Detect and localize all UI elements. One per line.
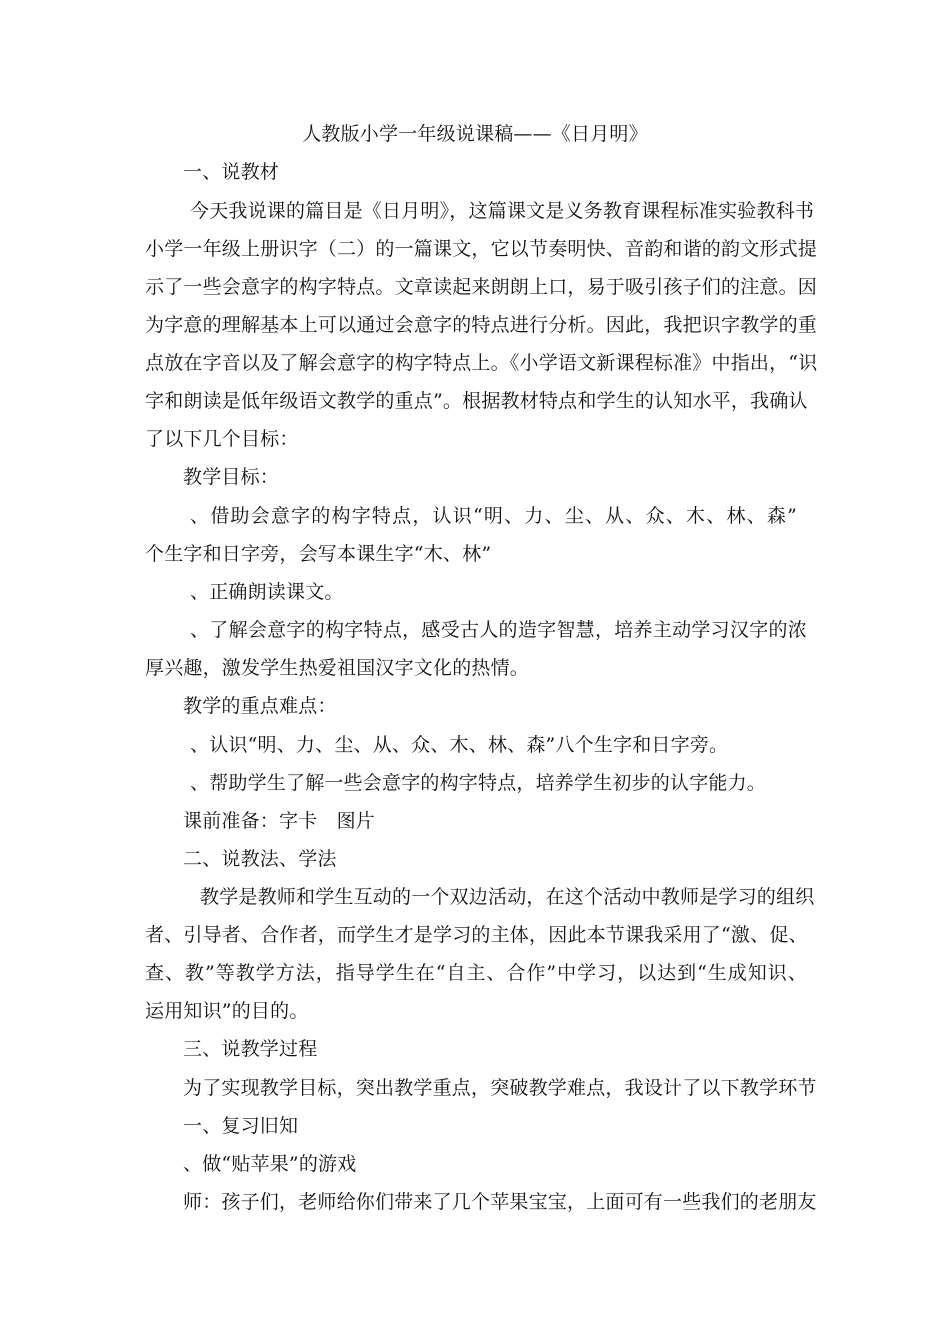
paragraph-line: 了以下几个目标：	[145, 428, 299, 450]
paragraph-line: 查、教”等教学方法，指导学生在“自主、合作”中学习，以达到“生成知识、	[145, 962, 807, 984]
list-item: 、借助会意字的构字特点，认识“明、力、尘、从、众、木、林、森”	[190, 505, 797, 527]
section-heading: 三、说教学过程	[183, 1038, 318, 1060]
paragraph-line: 小学一年级上册识字（二）的一篇课文，它以节奏明快、音韵和谐的韵文形式提	[145, 238, 818, 260]
list-item: 、帮助学生了解一些会意字的构字特点，培养学生初步的认字能力。	[190, 772, 767, 794]
list-item: 、做“贴苹果”的游戏	[183, 1153, 357, 1175]
paragraph-line: 示了一些会意字的构字特点。文章读起来朗朗上口，易于吸引孩子们的注意。因	[145, 276, 818, 298]
paragraph-line: 为了实现教学目标，突出教学重点，突破教学难点，我设计了以下教学环节	[183, 1077, 817, 1099]
paragraph-line: 为字意的理解基本上可以通过会意字的特点进行分析。因此，我把识字教学的重	[145, 314, 818, 336]
document-title: 人教版小学一年级说课稿——《日月明》	[302, 123, 648, 145]
list-item: 、正确朗读课文。	[190, 581, 344, 603]
list-item-continued: 厚兴趣，激发学生热爱祖国汉字文化的热情。	[145, 657, 530, 679]
paragraph-line: 师：孩子们，老师给你们带来了几个苹果宝宝，上面可有一些我们的老朋友	[183, 1191, 817, 1213]
subheading: 一、复习旧知	[183, 1115, 299, 1137]
list-item-continued: 个生字和日字旁，会写本课生字“木、林”	[145, 543, 492, 565]
list-item: 、认识“明、力、尘、从、众、木、林、森”八个生字和日字旁。	[190, 734, 729, 756]
paragraph-line: 者、引导者、合作者，而学生才是学习的主体，因此本节课我采用了“激、促、	[145, 924, 808, 946]
paragraph-line: 字和朗读是低年级语文教学的重点”。根据教材特点和学生的认知水平，我确认	[145, 390, 808, 412]
paragraph-line: 课前准备：字卡 图片	[183, 810, 376, 832]
section-heading: 一、说教材	[183, 161, 280, 183]
paragraph-line: 今天我说课的篇目是《日月明》，这篇课文是义务教育课程标准实验教科书	[190, 200, 815, 222]
paragraph-line: 运用知识”的目的。	[145, 1000, 309, 1022]
section-heading: 二、说教法、学法	[183, 848, 337, 870]
list-item: 、了解会意字的构字特点，感受古人的造字智慧，培养主动学习汉字的浓	[190, 619, 807, 641]
subheading: 教学的重点难点：	[183, 695, 337, 717]
paragraph-line: 教学是教师和学生互动的一个双边活动，在这个活动中教师是学习的组织	[200, 886, 815, 908]
subheading: 教学目标：	[183, 466, 280, 488]
paragraph-line: 点放在字音以及了解会意字的构字特点上。《小学语文新课程标准》中指出，“识	[145, 352, 818, 374]
